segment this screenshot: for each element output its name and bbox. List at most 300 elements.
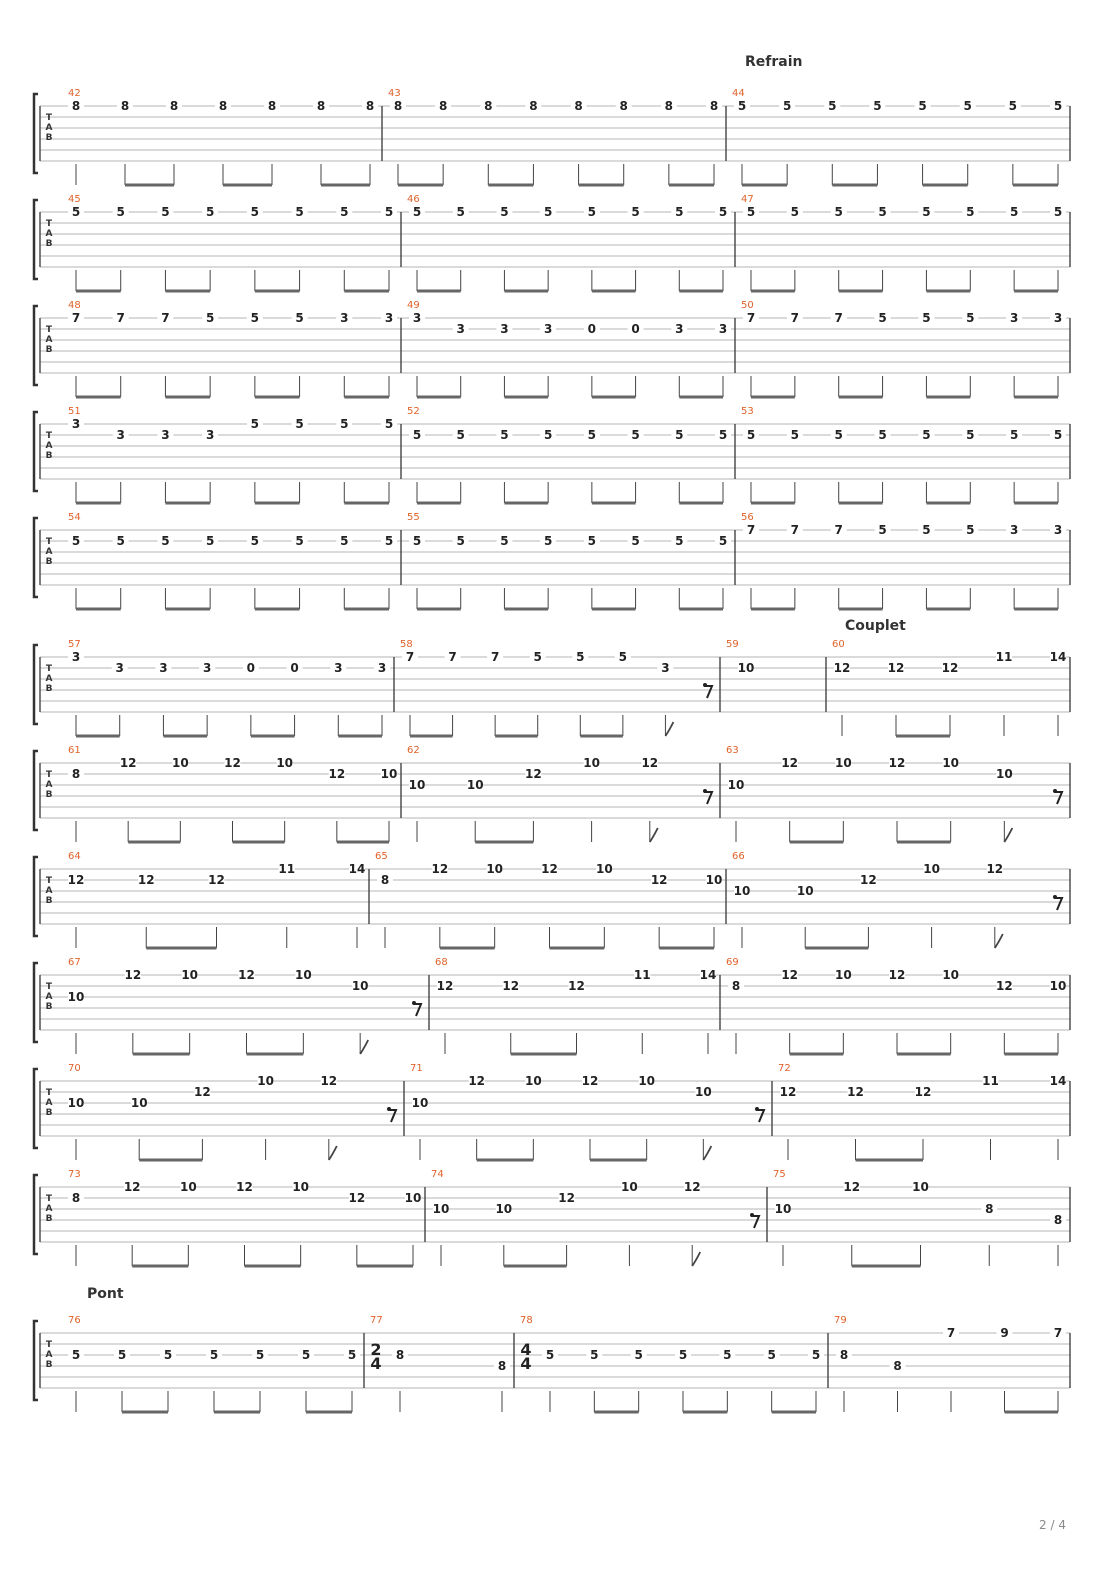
fret-number: 5 [250, 311, 260, 325]
fret-number: 10 [179, 1180, 197, 1194]
fret-number: 5 [456, 428, 465, 442]
measure [726, 745, 1062, 842]
tab-clef-letter: A [45, 229, 53, 239]
tab-system [34, 1315, 1070, 1412]
measure-number: 58 [400, 639, 413, 650]
fret-number: 5 [963, 99, 972, 113]
eighth-rest-dot [703, 789, 707, 793]
eighth-rest [704, 792, 712, 804]
tab-system [34, 745, 1070, 842]
fret-number: 8 [380, 873, 390, 887]
fret-number: 10 [432, 1202, 450, 1216]
tab-clef-letter: B [45, 896, 53, 906]
fret-number: 5 [1009, 205, 1019, 219]
measure-number: 78 [520, 1315, 533, 1326]
measure [68, 851, 366, 948]
tab-system [34, 1169, 1070, 1266]
measure-number: 45 [68, 194, 81, 205]
fret-number: 12 [641, 756, 659, 770]
fret-number: 11 [278, 862, 296, 876]
fret-number: 10 [495, 1202, 513, 1216]
eighth-rest [756, 1110, 764, 1122]
measure [68, 88, 378, 185]
measure-number: 50 [741, 300, 754, 311]
fret-number: 8 [71, 99, 81, 113]
measure-number: 68 [435, 957, 448, 968]
eighth-rest [751, 1216, 759, 1228]
fret-number: 5 [205, 534, 215, 548]
system-bracket [34, 518, 38, 597]
fret-number: 7 [746, 311, 756, 325]
fret-number: 5 [678, 1348, 688, 1362]
fret-number: 5 [790, 428, 800, 442]
note-flag [360, 1040, 368, 1054]
tab-clef-letter: B [45, 790, 53, 800]
fret-number: 5 [295, 417, 304, 431]
measure-number: 64 [68, 851, 81, 862]
fret-number: 8 [619, 99, 628, 113]
fret-number: 8 [484, 99, 493, 113]
measure-number: 51 [68, 406, 81, 417]
fret-number: 9 [1000, 1326, 1009, 1340]
measure-number: 75 [773, 1169, 786, 1180]
fret-number: 12 [320, 1074, 338, 1088]
fret-number: 3 [377, 661, 387, 675]
measure [400, 639, 712, 736]
fret-number: 7 [448, 650, 457, 664]
fret-number: 8 [316, 99, 326, 113]
measure-number: 49 [407, 300, 420, 311]
fret-number: 5 [782, 99, 792, 113]
fret-number: 12 [833, 661, 851, 675]
tab-clef-letter: T [45, 1194, 53, 1204]
fret-number: 5 [295, 534, 304, 548]
fret-number: 10 [621, 1180, 638, 1194]
fret-number: 5 [340, 417, 349, 431]
fret-number: 10 [834, 968, 852, 982]
system-bracket [34, 200, 38, 279]
fret-number: 5 [412, 534, 422, 548]
fret-number: 3 [718, 322, 728, 336]
measure [410, 1063, 764, 1160]
tab-clef-letter: T [45, 770, 53, 780]
measure-number: 63 [726, 745, 739, 756]
fret-number: 10 [1049, 979, 1067, 993]
fret-number: 8 [365, 99, 375, 113]
fret-number: 7 [746, 523, 756, 537]
tab-clef-letter: A [45, 674, 53, 684]
tab-system [34, 300, 1070, 397]
fret-number: 5 [828, 99, 837, 113]
tab-clef-letter: T [45, 982, 53, 992]
fret-number: 7 [71, 311, 81, 325]
fret-number: 12 [541, 862, 558, 876]
fret-number: 3 [675, 322, 684, 336]
tab-clef-letter: T [45, 325, 53, 335]
fret-number: 5 [922, 311, 931, 325]
fret-number: 5 [500, 205, 509, 219]
measure [68, 512, 397, 609]
fret-number: 5 [590, 1348, 599, 1362]
fret-number: 5 [966, 205, 975, 219]
section-label: Refrain [745, 54, 803, 70]
measure [407, 300, 731, 397]
fret-number: 14 [348, 862, 366, 876]
tab-system [34, 1063, 1070, 1160]
fret-number: 12 [941, 661, 959, 675]
tab-clef-letter: A [45, 1204, 53, 1214]
fret-number: 5 [1008, 99, 1018, 113]
fret-number: 12 [568, 979, 585, 993]
fret-number: 0 [587, 322, 597, 336]
tab-clef-letter: A [45, 780, 53, 790]
tab-system [34, 851, 1070, 948]
fret-number: 14 [1049, 1074, 1067, 1088]
fret-number: 5 [412, 428, 422, 442]
measure [407, 406, 731, 503]
measure [68, 300, 397, 397]
fret-number: 5 [878, 311, 887, 325]
fret-number: 5 [340, 534, 349, 548]
fret-number: 7 [790, 311, 800, 325]
measure-number: 71 [410, 1063, 423, 1074]
fret-number: 10 [292, 1180, 310, 1194]
measure [773, 1169, 1066, 1266]
fret-number: 5 [922, 428, 931, 442]
measure [832, 639, 1066, 736]
time-signature: 2 [370, 1340, 382, 1359]
tab-clef-letter: A [45, 335, 53, 345]
fret-number: 5 [543, 534, 553, 548]
fret-number: 5 [767, 1348, 776, 1362]
fret-number: 10 [834, 756, 852, 770]
fret-number: 5 [384, 205, 394, 219]
fret-number: 5 [161, 534, 170, 548]
fret-number: 3 [500, 322, 509, 336]
fret-number: 5 [922, 523, 931, 537]
eighth-rest-dot [387, 1107, 391, 1111]
fret-number: 8 [731, 979, 741, 993]
fret-number: 12 [995, 979, 1013, 993]
fret-number: 7 [790, 523, 800, 537]
fret-number: 10 [583, 756, 600, 770]
fret-number: 7 [834, 523, 843, 537]
system-bracket [34, 1321, 38, 1400]
measure-number: 52 [407, 406, 420, 417]
fret-number: 3 [1009, 311, 1019, 325]
fret-number: 12 [525, 767, 542, 781]
fret-number: 5 [723, 1348, 732, 1362]
measure-number: 46 [407, 194, 420, 205]
time-signature: 4 [520, 1340, 532, 1359]
fret-number: 5 [347, 1348, 357, 1362]
tab-clef-letter: T [45, 431, 53, 441]
eighth-rest-dot [412, 1001, 416, 1005]
fret-number: 3 [116, 428, 125, 442]
measure [68, 194, 397, 291]
measure [407, 194, 731, 291]
fret-number: 5 [384, 534, 394, 548]
fret-number: 5 [71, 205, 81, 219]
fret-number: 0 [631, 322, 640, 336]
measure [68, 406, 397, 503]
section-label: Pont [87, 1286, 124, 1302]
fret-number: 5 [116, 534, 125, 548]
fret-number: 5 [966, 311, 975, 325]
tab-clef-letter: T [45, 113, 53, 123]
fret-number: 5 [675, 205, 684, 219]
fret-number: 0 [290, 661, 299, 675]
fret-number: 5 [922, 205, 931, 219]
fret-number: 7 [161, 311, 170, 325]
measure [741, 512, 1066, 609]
fret-number: 10 [733, 884, 751, 898]
tab-clef-letter: B [45, 1214, 53, 1224]
fret-number: 3 [412, 311, 422, 325]
fret-number: 3 [340, 311, 349, 325]
fret-number: 5 [718, 534, 728, 548]
measure-number: 48 [68, 300, 81, 311]
fret-number: 3 [205, 428, 215, 442]
fret-number: 5 [295, 205, 304, 219]
measure-number: 66 [732, 851, 745, 862]
measure-number: 44 [732, 88, 745, 99]
measure [68, 1315, 360, 1412]
fret-number: 5 [966, 523, 975, 537]
fret-number: 10 [404, 1191, 422, 1205]
fret-number: 5 [1053, 428, 1063, 442]
measure-number: 61 [68, 745, 81, 756]
fret-number: 12 [986, 862, 1004, 876]
fret-number: 5 [301, 1348, 311, 1362]
fret-number: 5 [634, 1348, 643, 1362]
fret-number: 10 [486, 862, 504, 876]
fret-number: 12 [779, 1085, 797, 1099]
tab-clef-letter: B [45, 239, 53, 249]
fret-number: 5 [161, 205, 170, 219]
tab-clef-letter: A [45, 123, 53, 133]
measure [407, 512, 731, 609]
fret-number: 5 [718, 205, 728, 219]
fret-number: 12 [431, 862, 449, 876]
note-flag [665, 722, 673, 736]
fret-number: 5 [1009, 428, 1019, 442]
fret-number: 12 [781, 756, 799, 770]
fret-number: 5 [412, 205, 422, 219]
tab-clef-letter: B [45, 1108, 53, 1118]
fret-number: 10 [995, 767, 1013, 781]
tab-system [34, 194, 1070, 291]
measure [732, 851, 1062, 948]
fret-number: 5 [250, 417, 260, 431]
measure-number: 57 [68, 639, 81, 650]
fret-number: 12 [888, 756, 906, 770]
measure [68, 957, 421, 1054]
fret-number: 5 [543, 428, 553, 442]
measure-number: 73 [68, 1169, 81, 1180]
fret-number: 12 [581, 1074, 599, 1088]
fret-number: 12 [558, 1191, 575, 1205]
fret-number: 7 [946, 1326, 956, 1340]
eighth-rest-dot [703, 683, 707, 687]
note-flag [329, 1146, 337, 1160]
fret-number: 10 [67, 1096, 85, 1110]
measure-number: 43 [388, 88, 401, 99]
measure [68, 1169, 421, 1266]
fret-number: 5 [587, 205, 597, 219]
measure [375, 851, 722, 948]
tab-clef-letter: A [45, 1350, 53, 1360]
fret-number: 3 [1053, 311, 1063, 325]
fret-number: 5 [71, 534, 81, 548]
tab-system [34, 639, 1070, 736]
fret-number: 12 [683, 1180, 701, 1194]
fret-number: 5 [878, 205, 887, 219]
fret-number: 3 [384, 311, 394, 325]
tab-clef-letter: A [45, 547, 53, 557]
fret-number: 10 [694, 1085, 712, 1099]
fret-number: 5 [675, 534, 684, 548]
fret-number: 10 [276, 756, 294, 770]
eighth-rest [704, 686, 712, 698]
fret-number: 12 [847, 1085, 864, 1099]
fret-number: 10 [705, 873, 723, 887]
fret-number: 12 [914, 1085, 932, 1099]
fret-number: 3 [71, 417, 81, 431]
fret-number: 5 [456, 534, 465, 548]
fret-number: 12 [860, 873, 877, 887]
tab-clef-letter: B [45, 451, 53, 461]
fret-number: 14 [1049, 650, 1067, 664]
tab-system [34, 512, 1070, 609]
fret-number: 12 [888, 968, 906, 982]
tab-clef-letter: T [45, 219, 53, 229]
fret-number: 5 [918, 99, 927, 113]
fret-number: 12 [67, 873, 85, 887]
fret-number: 10 [923, 862, 940, 876]
fret-number: 12 [123, 1180, 141, 1194]
fret-number: 3 [456, 322, 465, 336]
fret-number: 8 [169, 99, 179, 113]
fret-number: 3 [334, 661, 343, 675]
measure [741, 406, 1066, 503]
fret-number: 5 [873, 99, 882, 113]
fret-number: 10 [595, 862, 613, 876]
fret-number: 10 [912, 1180, 929, 1194]
eighth-rest-dot [755, 1107, 759, 1111]
eighth-rest-dot [1053, 895, 1057, 899]
fret-number: 8 [438, 99, 448, 113]
fret-number: 10 [408, 778, 426, 792]
fret-number: 8 [893, 1359, 902, 1373]
fret-number: 5 [340, 205, 349, 219]
fret-number: 5 [533, 650, 542, 664]
tab-system [34, 88, 1070, 185]
fret-number: 10 [942, 968, 960, 982]
measure-number: 47 [741, 194, 754, 205]
measure [431, 1169, 759, 1266]
fret-number: 10 [411, 1096, 429, 1110]
fret-number: 3 [1053, 523, 1063, 537]
fret-number: 10 [294, 968, 312, 982]
fret-number: 3 [661, 661, 670, 675]
measure [435, 957, 716, 1054]
fret-number: 10 [727, 778, 745, 792]
fret-number: 5 [384, 417, 394, 431]
fret-number: 8 [71, 767, 81, 781]
fret-number: 5 [1053, 99, 1063, 113]
fret-number: 8 [120, 99, 130, 113]
measure [388, 88, 722, 185]
note-flag [1004, 828, 1012, 842]
fret-number: 5 [117, 1348, 127, 1362]
system-bracket [34, 963, 38, 1042]
fret-number: 5 [543, 205, 553, 219]
fret-number: 10 [181, 968, 199, 982]
fret-number: 12 [208, 873, 225, 887]
measure-number: 62 [407, 745, 420, 756]
fret-number: 10 [796, 884, 814, 898]
tab-clef-letter: T [45, 664, 53, 674]
fret-number: 12 [224, 756, 241, 770]
tab-clef-letter: A [45, 886, 53, 896]
fret-number: 8 [529, 99, 538, 113]
tab-clef-letter: T [45, 876, 53, 886]
page-number: 2 / 4 [1039, 1518, 1066, 1532]
fret-number: 5 [631, 205, 640, 219]
fret-number: 5 [163, 1348, 173, 1362]
fret-number: 11 [633, 968, 651, 982]
eighth-rest-dot [750, 1213, 754, 1217]
measure [732, 88, 1066, 185]
tab-clef-letter: B [45, 133, 53, 143]
fret-number: 12 [502, 979, 520, 993]
system-bracket [34, 1069, 38, 1148]
measure [68, 745, 397, 842]
fret-number: 8 [709, 99, 719, 113]
measure [407, 745, 712, 842]
fret-number: 5 [1053, 205, 1063, 219]
fret-number: 5 [675, 428, 684, 442]
time-signature: 4 [520, 1354, 532, 1373]
system-bracket [34, 751, 38, 830]
system-bracket [34, 412, 38, 491]
measure [520, 1315, 824, 1412]
fret-number: 5 [966, 428, 975, 442]
fret-number: 10 [638, 1074, 656, 1088]
fret-number: 5 [834, 205, 843, 219]
measure-number: 69 [726, 957, 739, 968]
fret-number: 5 [587, 428, 597, 442]
measure [68, 639, 390, 736]
fret-number: 3 [159, 661, 168, 675]
measure [741, 300, 1066, 397]
fret-number: 8 [71, 1191, 81, 1205]
fret-number: 10 [942, 756, 960, 770]
measure-number: 54 [68, 512, 81, 523]
time-signature: 4 [370, 1354, 382, 1373]
fret-number: 5 [737, 99, 747, 113]
measure-number: 53 [741, 406, 754, 417]
tab-clef-letter: T [45, 1340, 53, 1350]
tab-clef-letter: B [45, 1002, 53, 1012]
fret-number: 5 [576, 650, 585, 664]
measure [741, 194, 1066, 291]
eighth-rest [1054, 898, 1062, 910]
fret-number: 12 [119, 756, 137, 770]
fret-number: 5 [250, 534, 260, 548]
measure-number: 77 [370, 1315, 383, 1326]
